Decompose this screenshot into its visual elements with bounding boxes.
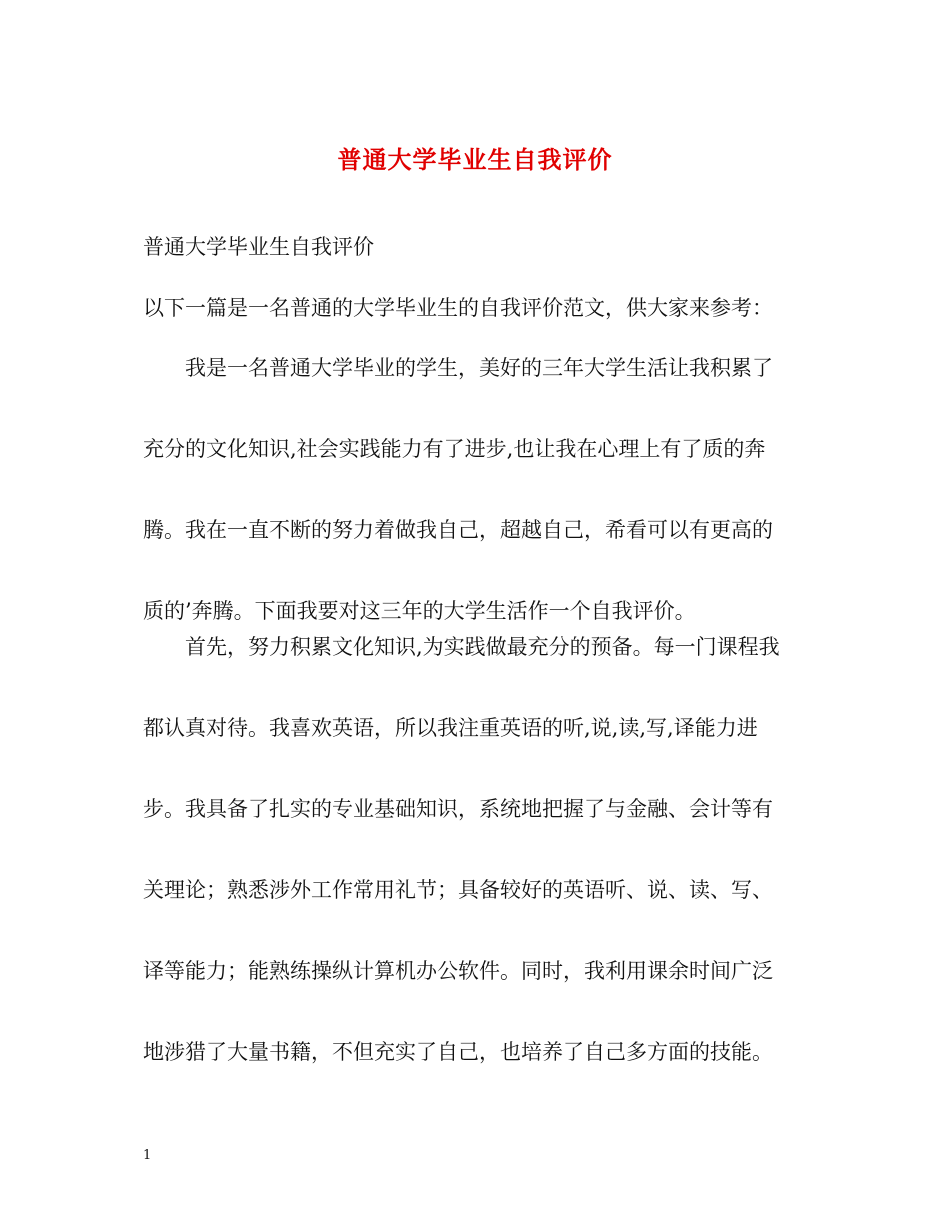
document-title: 普通大学毕业生自我评价 — [337, 145, 613, 174]
paragraph-line: 地涉猎了大量书籍，不但充实了自己，也培养了自己多方面的技能。 — [143, 1040, 773, 1064]
paragraph-line: 译等能力；能熟练操纵计算机办公软件。同时，我利用课余时间广泛 — [143, 959, 773, 983]
intro-paragraph: 以下一篇是一名普通的大学毕业生的自我评价范文，供大家来参考： — [143, 296, 773, 320]
paragraph-line: 我是一名普通大学毕业的学生，美好的三年大学生活让我积累了 — [185, 356, 773, 380]
body-paragraph-2 — [143, 632, 808, 1118]
paragraph-line: 质的’奔腾。下面我要对这三年的大学生活作一个自我评价。 — [143, 599, 696, 623]
paragraph-line: 步。我具备了扎实的专业基础知识，系统地把握了与金融、会计等有 — [143, 797, 773, 821]
paragraph-line: 都认真对待。我喜欢英语，所以我注重英语的听,说,读,写,译能力进 — [143, 716, 758, 740]
paragraph-line: 腾。我在一直不断的努力着做我自己，超越自己，希看可以有更高的 — [143, 518, 773, 542]
page-number: 1 — [143, 1148, 152, 1163]
document-subtitle: 普通大学毕业生自我评价 — [143, 235, 374, 259]
paragraph-line: 关理论；熟悉涉外工作常用礼节；具备较好的英语听、说、读、写、 — [143, 878, 773, 902]
paragraph-line: 首先，努力积累文化知识,为实践做最充分的预备。每一门课程我 — [185, 635, 780, 659]
body-paragraph-1 — [143, 353, 808, 677]
paragraph-line: 充分的文化知识,社会实践能力有了进步,也让我在心理上有了质的奔 — [143, 437, 766, 461]
